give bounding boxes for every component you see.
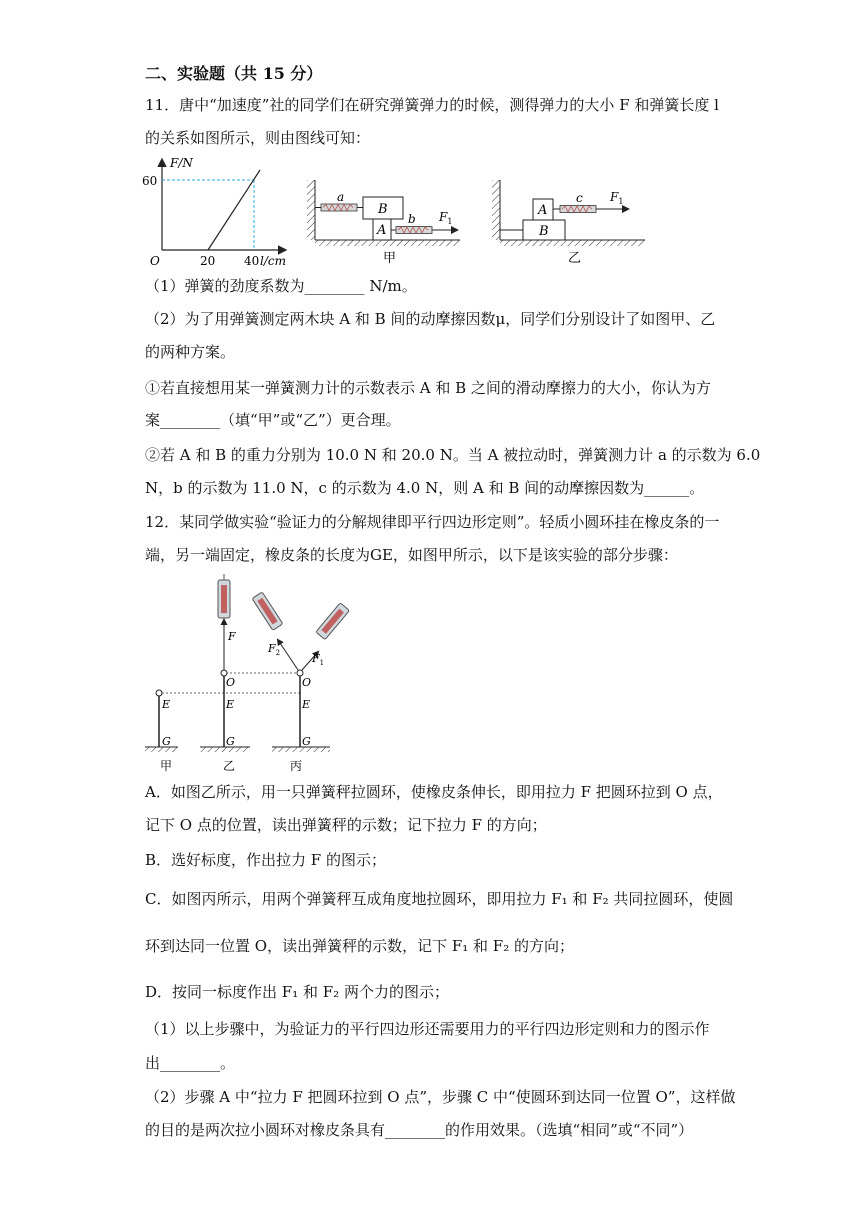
q12-step-B: B．选好标度，作出拉力 F 的图示； xyxy=(145,851,386,869)
q12-figure xyxy=(140,572,370,777)
q11-text-2: 的关系如图所示，则由图线可知： xyxy=(145,129,371,147)
label-c: c xyxy=(576,191,583,205)
wall xyxy=(307,180,315,240)
force-F2 xyxy=(278,640,298,670)
label-E-bing: E xyxy=(302,698,311,711)
y-tick-60: 60 xyxy=(142,174,158,188)
label-a: a xyxy=(337,190,345,204)
label-G-yi: G xyxy=(226,735,235,748)
label-G-bing: G xyxy=(302,735,311,748)
label-B: B xyxy=(539,224,549,239)
label-F1-jia: $F_1$ xyxy=(439,210,453,226)
label-A: A xyxy=(538,203,548,218)
q12-step-A-2: 记下 O 点的位置，读出弹簧秤的示数；记下拉力 F 的方向； xyxy=(145,816,547,834)
q12-sub2-b: 的目的是两次拉小圆环对橡皮条具有________的作用效果。（选填“相同”或“不同”） xyxy=(145,1121,694,1139)
origin-label: O xyxy=(150,254,160,268)
spring-scale-F1 xyxy=(316,603,350,640)
x-tick-40: 40 xyxy=(244,254,260,268)
q11-part1: （1）弹簧的劲度系数为________ N/m。 xyxy=(145,277,417,295)
f-l-graph xyxy=(140,155,290,270)
q12-sub2-a: （2）步骤 A 中“拉力 F 把圆环拉到 O 点”，步骤 C 中“使圆环到达同一位置 O”，这样做 xyxy=(145,1088,736,1106)
caption-jia: 甲 xyxy=(160,759,173,773)
q11-part2-a: （2）为了用弹簧测定两木块 A 和 B 间的动摩擦因数μ，同学们分别设计了如图甲、乙 xyxy=(145,310,716,328)
floor xyxy=(315,240,460,246)
label-b: b xyxy=(408,212,416,226)
x-tick-20: 20 xyxy=(200,254,216,268)
label-F: F xyxy=(228,630,236,643)
q12-step-D: D．按同一标度作出 F₁ 和 F₂ 两个力的图示； xyxy=(145,983,449,1001)
q11-sub1-a: ①若直接想用某一弹簧测力计的示数表示 A 和 B 之间的滑动摩擦力的大小，你认为方 xyxy=(145,379,711,397)
label-E-yi: E xyxy=(226,698,235,711)
q11-sub1-b: 案________（填“甲”或“乙”）更合理。 xyxy=(145,411,401,429)
q12-sub1-a: （1）以上步骤中，为验证力的平行四边形还需要用力的平行四边形定则和力的图示作 xyxy=(145,1020,710,1038)
q12-step-C-1: C．如图丙所示，用两个弹簧秤互成角度地拉圆环，即用拉力 F₁ 和 F₂ 共同拉圆环，使圆 xyxy=(145,890,734,908)
q11-text-1: 11．唐中“加速度”社的同学们在研究弹簧弹力的时候，测得弹力的大小 F 和弹簧长度 l xyxy=(145,96,719,114)
q12-step-C-2: 环到达同一位置 O，读出弹簧秤的示数，记下 F₁ 和 F₂ 的方向； xyxy=(145,937,574,955)
caption-jia: 甲 xyxy=(383,251,397,266)
x-axis-label: l/cm xyxy=(260,254,286,268)
label-F1-yi: $F_1$ xyxy=(610,190,624,206)
caption-yi: 乙 xyxy=(568,251,582,266)
label-O-bing: O xyxy=(302,676,312,689)
label-O-yi: O xyxy=(226,676,236,689)
caption-yi: 乙 xyxy=(223,759,236,773)
figure-jia xyxy=(305,175,475,267)
spring-scale-F2 xyxy=(252,592,283,630)
ring-jia xyxy=(156,690,162,696)
label-E-jia: E xyxy=(162,698,171,711)
caption-bing: 丙 xyxy=(290,759,303,773)
y-axis-label: F/N xyxy=(170,156,193,170)
label-G-jia: G xyxy=(162,735,171,748)
label-A: A xyxy=(377,223,387,238)
q12-sub1-b: 出________。 xyxy=(145,1054,236,1072)
q12-step-A-1: A．如图乙所示，用一只弹簧秤拉圆环，使橡皮条伸长，即用拉力 F 把圆环拉到 O 点， xyxy=(145,783,723,801)
q12-text-1: 12．某同学做实验“验证力的分解规律即平行四边形定则”。轻质小圆环挂在橡皮条的一 xyxy=(145,513,720,531)
label-F1: $F_1$ xyxy=(312,652,325,667)
f-l-line xyxy=(208,170,260,250)
figure-yi xyxy=(490,175,650,267)
q11-part2-b: 的两种方案。 xyxy=(145,343,236,361)
floor xyxy=(500,240,645,246)
section-title: 二、实验题（共 15 分） xyxy=(145,64,323,83)
label-F2: $F_2$ xyxy=(268,642,281,657)
q11-sub2-b: N，b 的示数为 11.0 N，c 的示数为 4.0 N，则 A 和 B 间的动摩擦因数为______。 xyxy=(145,479,705,497)
q11-sub2-a: ②若 A 和 B 的重力分别为 10.0 N 和 20.0 N。当 A 被拉动时，弹簧测力计 a 的示数为 6.0 xyxy=(145,446,761,464)
wall xyxy=(492,180,500,240)
label-B: B xyxy=(378,202,388,217)
q12-text-2: 端，另一端固定，橡皮条的长度为GE，如图甲所示，以下是该实验的部分步骤： xyxy=(145,546,678,564)
